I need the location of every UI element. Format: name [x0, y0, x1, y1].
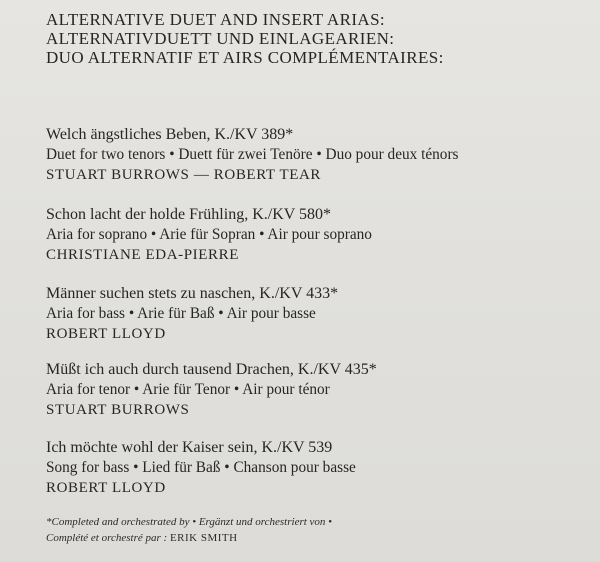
track-entry	[46, 360, 377, 420]
track-performers: CHRISTIANE EDA-PIERRE	[46, 247, 240, 263]
track-description: Aria for tenor • Arie für Tenor • Air pour ténor	[46, 381, 330, 398]
heading-line-german: ALTERNATIVDUETT UND EINLAGEARIEN:	[46, 29, 395, 48]
track-title: Müßt ich auch durch tausend Drachen, K./KV 435*	[46, 361, 377, 378]
footnote	[46, 514, 332, 546]
heading-line-french: DUO ALTERNATIF ET AIRS COMPLÉMENTAIRES:	[46, 48, 444, 67]
track-performers: STUART BURROWS — ROBERT TEAR	[46, 167, 322, 183]
track-performers: ROBERT LLOYD	[46, 480, 166, 496]
track-performers: STUART BURROWS	[46, 402, 190, 418]
track-title: Welch ängstliches Beben, K./KV 389*	[46, 126, 294, 143]
track-performers: ROBERT LLOYD	[46, 326, 166, 342]
track-entry	[46, 205, 372, 265]
track-entry	[46, 284, 338, 344]
track-entry	[46, 438, 356, 498]
track-entry	[46, 125, 459, 185]
track-description: Duet for two tenors • Duett für zwei Tenöre • Duo pour deux ténors	[46, 146, 459, 163]
track-description: Aria for bass • Arie für Baß • Air pour basse	[46, 305, 316, 322]
footnote-credit: ERIK SMITH	[169, 532, 238, 544]
heading-line-english: ALTERNATIVE DUET AND INSERT ARIAS:	[46, 10, 386, 29]
footnote-line-2	[46, 530, 332, 546]
track-description: Aria for soprano • Arie für Sopran • Air pour soprano	[46, 226, 372, 243]
track-title: Schon lacht der holde Frühling, K./KV 580*	[46, 206, 332, 223]
track-title: Männer suchen stets zu naschen, K./KV 433*	[46, 285, 339, 302]
section-heading	[46, 10, 444, 67]
footnote-line-1: *Completed and orchestrated by • Ergänzt und orchestriert von •	[46, 516, 333, 528]
footnote-french-prefix: Complété et orchestré par :	[46, 532, 168, 544]
track-title: Ich möchte wohl der Kaiser sein, K./KV 539	[46, 439, 333, 456]
track-description: Song for bass • Lied für Baß • Chanson pour basse	[46, 459, 356, 476]
